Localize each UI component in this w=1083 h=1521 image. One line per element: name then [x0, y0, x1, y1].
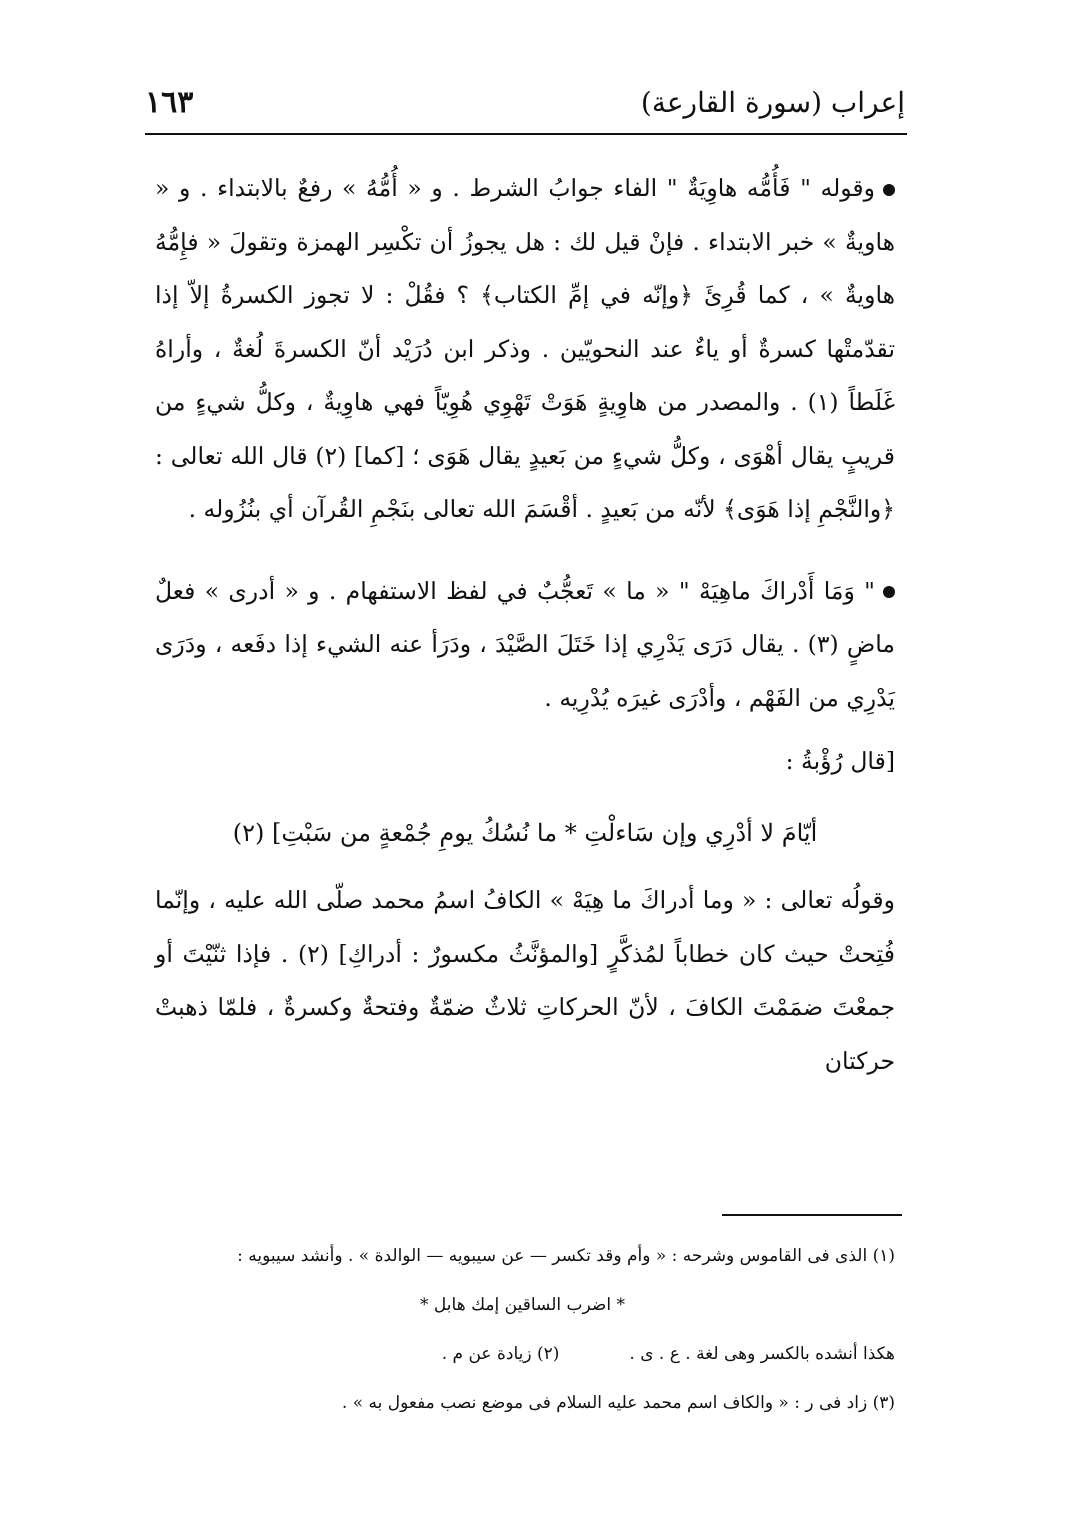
bullet-icon [883, 184, 895, 196]
bullet-icon [883, 586, 895, 598]
paragraph-1 [155, 162, 895, 537]
quote-label: [قال رُؤْبةُ : [785, 747, 895, 775]
footnote-1-tail: هكذا أنشده بالكسر وهى لغة . ع . ى . [629, 1344, 895, 1364]
footnote-2: (٢) زيادة عن م . [441, 1344, 560, 1364]
main-text [155, 162, 895, 1088]
footnote-rule [722, 1214, 902, 1216]
paragraph-2-text: " وَمَا أَدْراكَ ماهِيَهْ " « ما » تَعجُّبٌ في لفظ الاستفهام . و « أدرى » فعلٌ ماضٍ (٣) . يقال دَرَى يَدْرِي إذا خَتَلَ الصَّيْدَ ، ودَرَأ عنه الشيء إذا دفَعه ، ودَرَى يَدْرِي من الفَهْم ، وأدْرَى غيرَه يُدْرِيه . [155, 576, 895, 712]
footnote-1: (١) الذى فى القاموس وشرحه : « وأم وقد تكسر — عن سيبويه — الوالدة » . وأنشد سيبويه : [237, 1246, 895, 1266]
page-header [145, 72, 905, 132]
footnote-3: (٣) زاد فى ر : « والكاف اسم محمد عليه السلام فى موضع نصب مفعول به » . [341, 1393, 895, 1413]
footnote-row [150, 1330, 895, 1379]
footnotes [150, 1232, 895, 1428]
paragraph-2 [155, 565, 895, 726]
running-title: إعراب (سورة القارعة) [640, 85, 905, 119]
header-rule [145, 133, 907, 135]
poetry-verse: أيّامَ لا أدْرِي وإن سَاءلْتِ * ما نُسُكُ يومِ جُمْعةٍ من سَبْتِ] (٢) [232, 818, 818, 847]
page-number: ١٦٣ [145, 84, 194, 120]
paragraph-3: وقولُه تعالى : « وما أدراكَ ما هِيَهْ » الكافُ اسمُ محمد صلّى الله عليه ، وإنّما فُتِحتْ حيث كان خطاباً لمُذكَّرٍ [والمؤنَّثُ مكسورٌ : أدراكِ] (٢) . فإذا ثنّيْتَ أو جمعْتَ ضمَمْتَ الكافَ ، لأنّ الحركاتِ ثلاثٌ ضمّةٌ وفتحةٌ وكسرةٌ ، فلمّا ذهبتْ حركتان [155, 886, 895, 1075]
footnote-1-verse: * اضرب الساقين إمك هابل * [420, 1295, 625, 1315]
paragraph-1-text: وقوله " فَأُمُّه هاوِيَةٌ " الفاء جوابُ الشرط . و « أُمُّهُ » رفعٌ بالابتداء . و « هاويةٌ » خبر الابتداء . فإنْ قيل لك : هل يجوزُ أن تكْسِر الهمزة وتقولَ « فإِمُّهُ هاويةٌ » ، كما قُرِئَ ﴿وإنّه في إمِّ الكتاب﴾ ؟ فقُلْ : لا تجوز الكسرةُ إلاّ إذا تقدّمتْها كسرةٌ أو ياءٌ عند النحويّين . وذكر ابن دُرَيْد أنّ الكسرةَ لُغةٌ ، وأراهُ غَلَطاً (١) . والمصدر من هاوِيةٍ هَوَتْ تَهْوِي هُوِيّاً فهي هاوِيةٌ ، وكلُّ شيءٍ من قريبٍ يقال أهْوَى ، وكلُّ شيءٍ من بَعيدٍ يقال هَوَى ؛ [كما] (٢) قال الله تعالى : ﴿والنَّجْمِ إذا هَوَى﴾ لأنّه من بَعيدٍ . أقْسَمَ الله تعالى بنَجْمِ القُرآن أي بنُزُوله . [155, 174, 895, 523]
